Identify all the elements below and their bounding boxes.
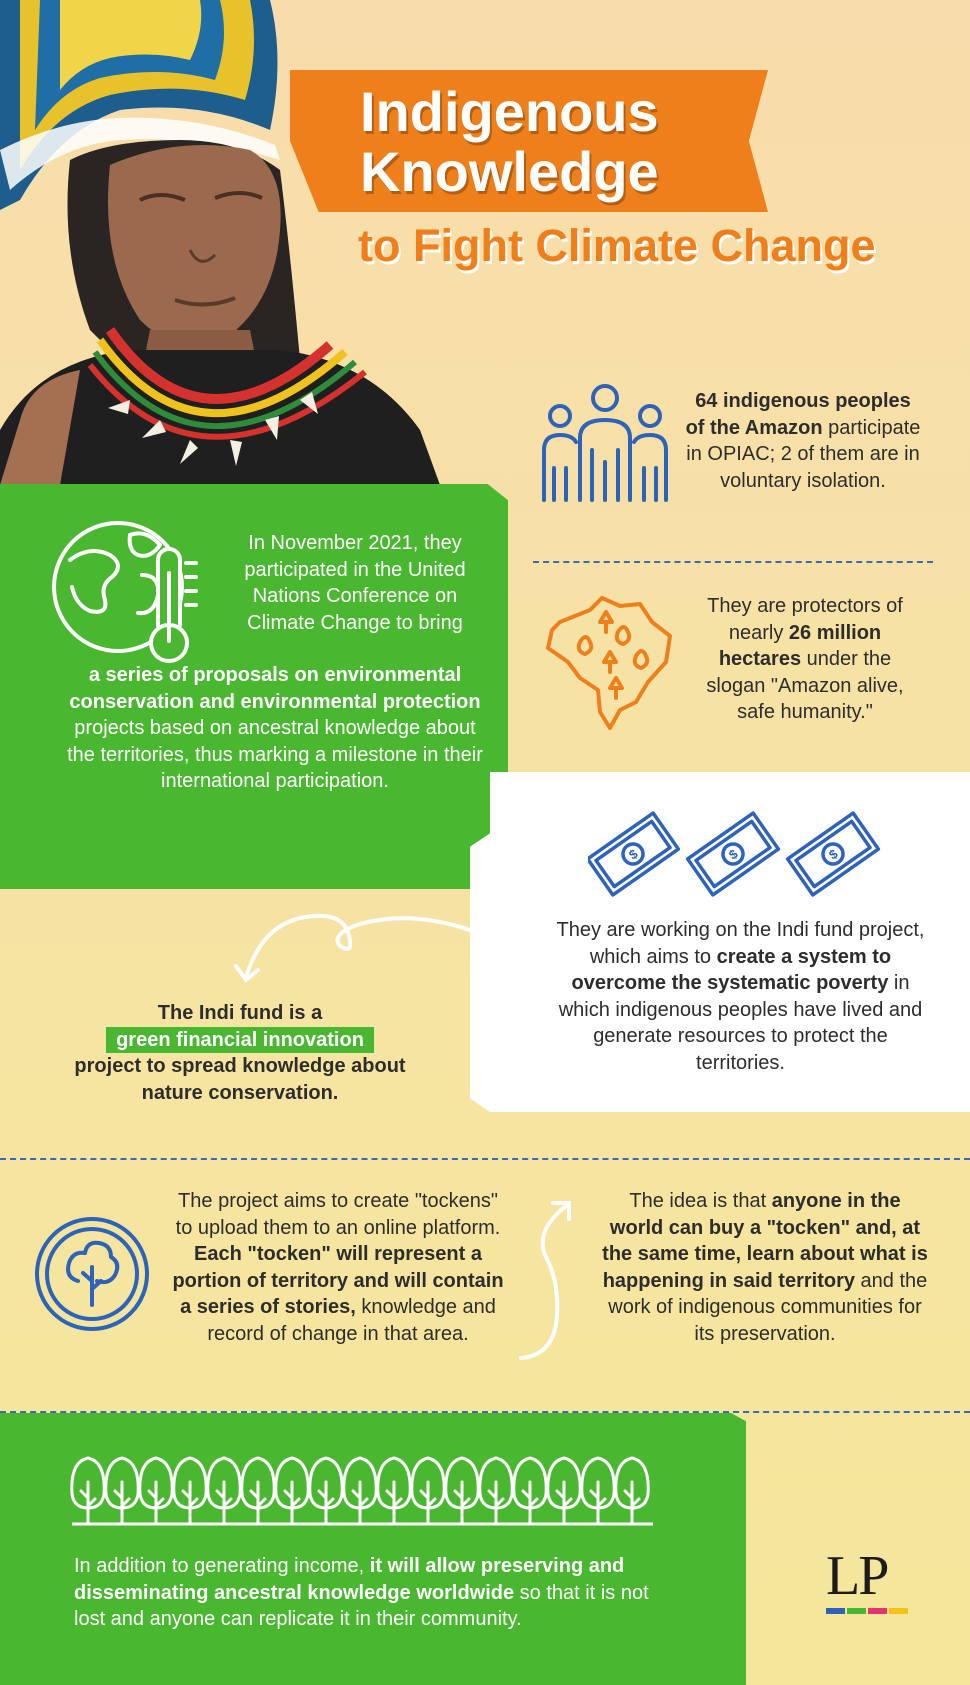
buy-pre: The idea is that <box>629 1190 772 1212</box>
tree-4 <box>208 1458 240 1524</box>
tree-7 <box>310 1458 342 1524</box>
globe-thermometer-icon <box>50 515 210 670</box>
tree-16 <box>616 1458 648 1524</box>
title-main <box>360 82 659 202</box>
tree-10 <box>412 1458 444 1524</box>
money-bill-icon <box>588 808 888 900</box>
buy-bold: anyone in the world can buy a "tocken" and, at the same time, learn about what is happening in said territory <box>602 1190 928 1292</box>
svg-text:$: $ <box>826 846 841 863</box>
buy-post: and the work of indigenous communities for its preservation. <box>608 1269 928 1345</box>
tree-11 <box>446 1458 478 1524</box>
tree-0 <box>72 1458 104 1524</box>
tree-row-icon <box>70 1448 655 1528</box>
logo-stripes <box>826 1608 911 1614</box>
divider-2 <box>0 1158 970 1160</box>
tree-2 <box>140 1458 172 1524</box>
tree-9 <box>378 1458 410 1524</box>
tree-14 <box>548 1458 580 1524</box>
tokens-bold: Each "tocken" will represent a portion of territory and will contain a series of stories, <box>172 1243 504 1318</box>
logo-stripe-0 <box>826 1608 845 1614</box>
stat-peoples-bold: 64 indigenous peoples of the Amazon <box>685 390 911 439</box>
title-line-1: Indigenous <box>360 80 659 143</box>
tokens-pre: The project aims to create "tockens" to upload them to an online platform. <box>175 1190 501 1239</box>
indi-note-line3: project to spread knowledge about nature conservation. <box>74 1055 406 1104</box>
closing-bold: it will allow preserving and disseminating ancestral knowledge worldwide <box>74 1555 625 1604</box>
closing-pre: In addition to generating income, <box>74 1555 370 1577</box>
map-fire-icon <box>540 592 675 732</box>
stat-hectares-post: under the slogan "Amazon alive, safe humanity." <box>706 648 904 723</box>
stat-hectares-bold: 26 million hectares <box>718 621 882 670</box>
tree-8 <box>344 1458 376 1524</box>
tree-5 <box>242 1458 274 1524</box>
indi-note-highlight: green financial innovation <box>106 1027 374 1054</box>
tree-3 <box>174 1458 206 1524</box>
tree-12 <box>480 1458 512 1524</box>
conference-pre: In November 2021, they participated in the United Nations Conference on Climate Change to bring <box>244 532 466 634</box>
tree-1 <box>106 1458 138 1524</box>
tree-15 <box>582 1458 614 1524</box>
indi-fund-pre: They are working on the Indi fund project, which aims to <box>556 919 925 968</box>
stat-hectares-pre: They are protectors of nearly <box>707 595 903 644</box>
conference-bold: a series of proposals on environmental conservation and environmental protection <box>69 664 481 713</box>
curved-arrow-icon <box>230 900 475 990</box>
logo-stripe-1 <box>847 1608 866 1614</box>
lp-logo <box>826 1545 911 1614</box>
tokens-post: knowledge and record of change in that area. <box>207 1296 496 1345</box>
logo-stripe-3 <box>889 1608 908 1614</box>
divider-3 <box>0 1411 970 1413</box>
title-subtitle: to Fight Climate Change <box>358 220 876 271</box>
title-line-2: Knowledge <box>360 140 659 203</box>
divider-1 <box>533 561 933 563</box>
indi-fund-post: in which indigenous peoples have lived and generate resources to protect the territories. <box>558 972 923 1074</box>
indi-note-line1: The Indi fund is a <box>157 1002 323 1024</box>
tree-13 <box>514 1458 546 1524</box>
logo-text: LP <box>826 1545 888 1607</box>
tree-6 <box>276 1458 308 1524</box>
people-family-icon <box>540 380 670 510</box>
svg-text:$: $ <box>726 846 741 863</box>
closing-post: so that it is not lost and anyone can replicate it in their community. <box>74 1581 649 1630</box>
indi-fund-bold: create a system to overcome the systematic poverty <box>571 945 892 994</box>
s-arrow-icon <box>515 1195 590 1365</box>
conference-post: projects based on ancestral knowledge about the territories, thus marking a milestone in their international participation. <box>67 717 483 792</box>
stat-peoples-text: participate in OPIAC; 2 of them are in voluntary isolation. <box>686 416 921 492</box>
logo-stripe-2 <box>868 1608 887 1614</box>
svg-text:$: $ <box>626 846 641 863</box>
tree-circle-icon <box>33 1215 151 1333</box>
